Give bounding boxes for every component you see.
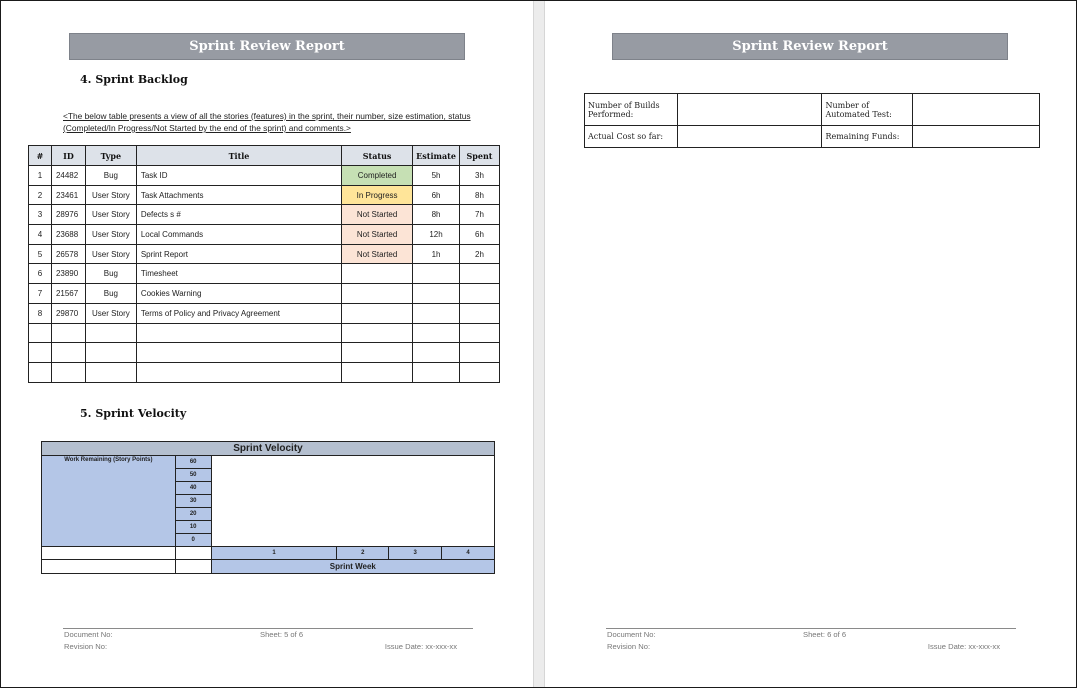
y-axis-label: Work Remaining (Story Points) (42, 456, 176, 547)
cell-spent (460, 284, 500, 304)
blank-cell (175, 547, 211, 560)
cell-id: 28976 (51, 205, 85, 225)
col-header-estimate: Estimate (413, 146, 460, 166)
cell-title: Cookies Warning (136, 284, 341, 304)
actual-cost-value[interactable] (677, 126, 822, 148)
cell-id: 23461 (51, 185, 85, 205)
table-row (29, 205, 500, 225)
blank-cell (175, 560, 211, 574)
cell-id: 24482 (51, 166, 85, 186)
cell-type: Bug (85, 166, 136, 186)
cell-spent (460, 264, 500, 284)
cell-type: User Story (85, 185, 136, 205)
section-title-sprint-velocity: 5. Sprint Velocity (80, 407, 187, 420)
y-tick: 10 (175, 521, 211, 534)
footer-document-no: Document No: (607, 630, 656, 639)
cell-estimate: 12h (413, 225, 460, 245)
section-title-sprint-backlog: 4. Sprint Backlog (80, 73, 188, 86)
cell-estimate: 1h (413, 244, 460, 264)
cell-spent: 3h (460, 166, 500, 186)
backlog-intro-text: <The below table presents a view of all the stories (features) in the sprint, their number, size estimation, status (Completed/In Progress/Not Started by the end of the sprint) and comments.> (63, 111, 471, 133)
table-row (29, 284, 500, 304)
cell-type: User Story (85, 225, 136, 245)
sprint-velocity-chart (41, 441, 495, 574)
page-6 (545, 1, 1076, 687)
y-tick: 40 (175, 482, 211, 495)
sprint-metrics-table (584, 93, 1040, 148)
cell-id: 23688 (51, 225, 85, 245)
col-header-status: Status (342, 146, 413, 166)
builds-value[interactable] (677, 94, 822, 126)
page-footer (63, 628, 473, 653)
cell-type: User Story (85, 244, 136, 264)
col-header-spent: Spent (460, 146, 500, 166)
chart-title: Sprint Velocity (42, 442, 495, 456)
col-header-type: Type (85, 146, 136, 166)
cell-num: 3 (29, 205, 52, 225)
automated-tests-value[interactable] (913, 94, 1040, 126)
col-header-id: ID (51, 146, 85, 166)
cell-title: Local Commands (136, 225, 341, 245)
cell-estimate: 5h (413, 166, 460, 186)
x-axis-label: Sprint Week (211, 560, 494, 574)
cell-estimate: 6h (413, 185, 460, 205)
cell-spent: 6h (460, 225, 500, 245)
cell-num: 1 (29, 166, 52, 186)
table-row (29, 264, 500, 284)
cell-num: 4 (29, 225, 52, 245)
table-row (29, 185, 500, 205)
cell-type: User Story (85, 205, 136, 225)
y-tick: 0 (175, 534, 211, 547)
cell-estimate (413, 264, 460, 284)
y-tick: 50 (175, 469, 211, 482)
footer-issue-date: Issue Date: xx-xxx-xx (927, 642, 1000, 651)
cell-num: 6 (29, 264, 52, 284)
cell-title: Defects s # (136, 205, 341, 225)
remaining-funds-value[interactable] (913, 126, 1040, 148)
cell-spent (460, 303, 500, 323)
status-badge-in-progress: In Progress (342, 185, 413, 205)
cell-title: Terms of Policy and Privacy Agreement (136, 303, 341, 323)
x-tick: 3 (389, 547, 442, 560)
cell-title: Timesheet (136, 264, 341, 284)
footer-sheet: Sheet: 6 of 6 (803, 630, 847, 639)
y-tick: 20 (175, 508, 211, 521)
builds-label: Number of Builds Performed: (585, 94, 678, 126)
cell-spent-overrun: 8h (460, 185, 500, 205)
cell-id: 23890 (51, 264, 85, 284)
footer-sheet: Sheet: 5 of 6 (260, 630, 304, 639)
footer-document-no: Document No: (64, 630, 113, 639)
page-5 (1, 1, 533, 687)
table-row (29, 303, 500, 323)
cell-num: 8 (29, 303, 52, 323)
status-badge-completed: Completed (342, 166, 413, 186)
y-tick: 60 (175, 456, 211, 469)
cell-spent-overrun: 7h (460, 205, 500, 225)
table-row (29, 166, 500, 186)
table-header-row (29, 146, 500, 166)
x-tick: 4 (442, 547, 495, 560)
page-footer (606, 628, 1016, 653)
cell-id: 29870 (51, 303, 85, 323)
actual-cost-label: Actual Cost so far: (585, 126, 678, 148)
cell-num: 2 (29, 185, 52, 205)
status-badge-not-started: Not Started (342, 225, 413, 245)
cell-status (342, 264, 413, 284)
footer-revision-no: Revision No: (607, 642, 651, 651)
status-badge-not-started: Not Started (342, 205, 413, 225)
report-banner: Sprint Review Report (69, 33, 465, 60)
cell-type: User Story (85, 303, 136, 323)
footer-issue-date: Issue Date: xx-xxx-xx (384, 642, 457, 651)
chart-plot-area (211, 456, 494, 547)
remaining-funds-label: Remaining Funds: (822, 126, 913, 148)
cell-title: Task Attachments (136, 185, 341, 205)
footer-revision-no: Revision No: (64, 642, 108, 651)
blank-cell (42, 560, 176, 574)
cell-type: Bug (85, 264, 136, 284)
col-header-title: Title (136, 146, 341, 166)
cell-id: 21567 (51, 284, 85, 304)
x-tick: 1 (211, 547, 337, 560)
cell-type: Bug (85, 284, 136, 304)
sprint-backlog-table (28, 145, 500, 383)
blank-cell (42, 547, 176, 560)
table-row-empty (29, 362, 500, 382)
cell-estimate: 8h (413, 205, 460, 225)
cell-status (342, 284, 413, 304)
automated-tests-label: Number of Automated Test: (822, 94, 913, 126)
table-row-empty (29, 343, 500, 363)
report-banner: Sprint Review Report (612, 33, 1008, 60)
cell-num: 5 (29, 244, 52, 264)
cell-estimate (413, 303, 460, 323)
x-tick: 2 (337, 547, 389, 560)
cell-title: Task ID (136, 166, 341, 186)
cell-title: Sprint Report (136, 244, 341, 264)
cell-status (342, 303, 413, 323)
status-badge-not-started: Not Started (342, 244, 413, 264)
table-row (29, 244, 500, 264)
table-row (29, 225, 500, 245)
cell-spent-overrun: 2h (460, 244, 500, 264)
cell-id: 26578 (51, 244, 85, 264)
cell-num: 7 (29, 284, 52, 304)
cell-estimate (413, 284, 460, 304)
y-tick: 30 (175, 495, 211, 508)
table-row-empty (29, 323, 500, 343)
page-gutter (533, 1, 545, 687)
col-header-num: # (29, 146, 52, 166)
